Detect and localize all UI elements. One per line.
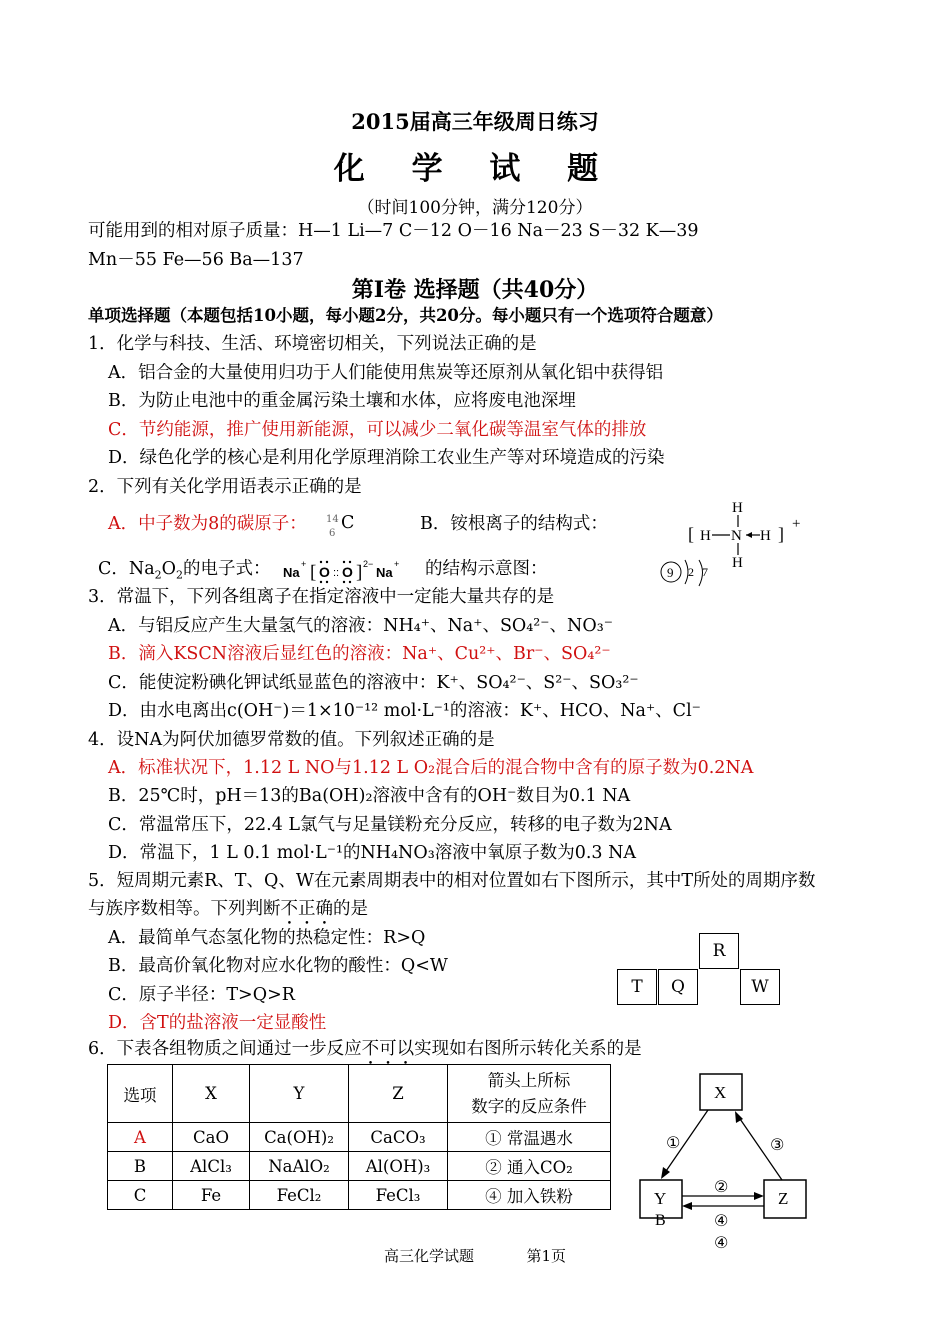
section-instruction: 单项选择题（本题包括10小题，每小题2分，共20分。每小题只有一个选项符合题意） [88, 306, 723, 325]
time-score-note: （时间100分钟，满分120分） [357, 198, 593, 218]
q4-option-c: C．常温常压下，22.4 L氯气与足量镁粉充分反应，转移的电子数为2NA [108, 815, 672, 835]
h-left: H [700, 528, 711, 544]
q6-stem: 6．下表各组物质之间通过一步反应不可以实现如右图所示转化关系的是 [88, 1039, 642, 1059]
q4-stem: 4．设NA为阿伏加德罗常数的值。下列叙述正确的是 [88, 730, 495, 750]
svg-text:④: ④ [714, 1211, 729, 1230]
q5-stem-2: 与族序数相等。下列判断不正确的是 [88, 899, 368, 919]
h-bottom: H [732, 555, 743, 571]
svg-text:④: ④ [714, 1233, 729, 1252]
svg-text:+: + [301, 559, 307, 569]
q1-option-d: D．绿色化学的核心是利用化学原理消除工农业生产等对环境造成的污染 [108, 448, 665, 468]
ammonium-charge: + [792, 516, 801, 532]
svg-text:2: 2 [688, 565, 694, 579]
svg-text:7: 7 [702, 565, 708, 579]
page-footer: 高三化学试题 第1页 [384, 1247, 566, 1265]
q2-option-b: B．铵根离子的结构式： [420, 514, 608, 534]
q5-option-d: D．含T的盐溶液一定显酸性 [108, 1013, 327, 1033]
table-row: A CaO Ca(OH)₂ CaCO₃ ① 常温遇水 [108, 1123, 611, 1152]
svg-text:9: 9 [667, 565, 674, 580]
bracket-right: ] [778, 524, 784, 544]
q3-option-c: C．能使淀粉碘化钾试纸显蓝色的溶液中：K⁺、SO₄²⁻、S²⁻、SO₃²⁻ [108, 673, 639, 693]
n-center: N [731, 528, 742, 544]
header-option: 选项 [108, 1065, 173, 1123]
q1-option-c: C．节约能源，推广使用新能源，可以减少二氧化碳等温室气体的排放 [108, 420, 647, 440]
table-row: B AlCl₃ NaAlO₂ Al(OH)₃ ② 通入CO₂ [108, 1152, 611, 1181]
cell-q: Q [658, 969, 698, 1005]
q1-option-b: B．为防止电池中的重金属污染土壤和水体，应将废电池深埋 [108, 391, 576, 411]
q2-option-d: 的结构示意图： [425, 559, 548, 579]
emphasis-not-correct: 不正确 [280, 899, 333, 919]
q2-option-a: A．中子数为8的碳原子： [108, 514, 307, 534]
cell-r: R [699, 933, 739, 969]
svg-text:Z: Z [778, 1189, 789, 1208]
svg-text:B: B [655, 1212, 666, 1229]
q5-stem-1: 5．短周期元素R、T、Q、W在元素周期表中的相对位置如右下图所示，其中T所处的周期序数 [88, 871, 816, 891]
svg-text:]: ] [356, 562, 363, 583]
svg-text:Y: Y [654, 1189, 667, 1208]
svg-text:X: X [714, 1083, 727, 1102]
svg-text:2−: 2− [363, 559, 374, 569]
svg-text:[: [ [310, 562, 317, 583]
header-y: Y [250, 1065, 349, 1123]
q3-option-d: D．由水电离出c(OH⁻)＝1×10⁻¹² mol·L⁻¹的溶液：K⁺、HCO、Na⁺、Cl⁻ [108, 701, 701, 721]
h-right: H [760, 528, 771, 544]
svg-text:O: O [342, 564, 353, 580]
q5-option-c: C．原子半径：T>Q>R [108, 985, 295, 1005]
atomic-masses-1: 可能用到的相对原子质量：H—1 Li—7 C－12 O－16 Na－23 S－32 K—39 [88, 221, 699, 241]
svg-text:①: ① [666, 1133, 681, 1152]
na2o2-electron-formula [283, 556, 418, 584]
q2-c-rest: 的电子式： [183, 559, 271, 579]
conversion-diagram [630, 1068, 830, 1258]
q5-option-a: A．最简单气态氢化物的热稳定性：R>Q [108, 928, 426, 948]
q4-option-d: D．常温下，1 L 0.1 mol·L⁻¹的NH₄NO₃溶液中氧原子数为0.3 NA [108, 843, 637, 863]
section-title: 第Ⅰ卷 选择题（共40分） [351, 277, 599, 303]
q2-c-label: C．Na [98, 559, 155, 579]
emphasis-cannot: 不可以 [361, 1039, 415, 1059]
svg-text:::: :: [333, 567, 340, 579]
header-condition: 箭头上所标 数字的反应条件 [448, 1065, 611, 1123]
svg-text:②: ② [714, 1177, 729, 1196]
svg-text:Na: Na [376, 565, 393, 580]
header-z: Z [349, 1065, 448, 1123]
q1-option-a: A．铝合金的大量使用归功于人们能使用焦炭等还原剂从氧化铝中获得铝 [108, 363, 664, 383]
q1-stem: 1．化学与科技、生活、环境密切相关，下列说法正确的是 [88, 334, 537, 354]
q3-option-b: B．滴入KSCN溶液后显红色的溶液：Na⁺、Cu²⁺、Br⁻、SO₄²⁻ [108, 644, 611, 664]
options-table [107, 1064, 611, 1210]
h-top: H [732, 500, 743, 516]
mass-number: 14 [326, 514, 339, 525]
table-row: C Fe FeCl₂ FeCl₃ ④ 加入铁粉 [108, 1181, 611, 1210]
exam-title: 2015届高三年级周日练习 [351, 109, 599, 134]
q5-option-b: B．最高价氧化物对应水化物的酸性：Q<W [108, 956, 448, 976]
atomic-masses-2: Mn－55 Fe—56 Ba—137 [88, 250, 304, 270]
svg-text:③: ③ [770, 1135, 785, 1154]
svg-text:+: + [394, 559, 400, 569]
svg-text:Na: Na [283, 565, 300, 580]
subject-title: 化 学 试 题 [333, 151, 617, 187]
q4-option-a: A．标准状况下，1.12 L NO与1.12 L O₂混合后的混合物中含有的原子数为0.2NA [108, 758, 754, 778]
ion-structure-diagram [658, 556, 718, 594]
cell-t: T [617, 969, 657, 1005]
carbon-nuclide [326, 512, 358, 542]
q2-stem: 2．下列有关化学用语表示正确的是 [88, 477, 362, 497]
q3-option-a: A．与铝反应产生大量氢气的溶液：NH₄⁺、Na⁺、SO₄²⁻、NO₃⁻ [108, 616, 613, 636]
element-symbol: C [341, 513, 355, 533]
header-x: X [173, 1065, 250, 1123]
bracket-left: [ [688, 524, 694, 544]
cell-w: W [740, 969, 780, 1005]
svg-text:O: O [319, 564, 330, 580]
q2-option-c: C．$Na_2O_2$的电子式： [98, 559, 271, 582]
q4-option-b: B．25℃时，pH＝13的Ba(OH)₂溶液中含有的OH⁻数目为0.1 NA [108, 786, 631, 806]
atomic-number: 6 [329, 528, 336, 539]
q3-stem: 3．常温下，下列各组离子在指定溶液中一定能大量共存的是 [88, 587, 555, 607]
